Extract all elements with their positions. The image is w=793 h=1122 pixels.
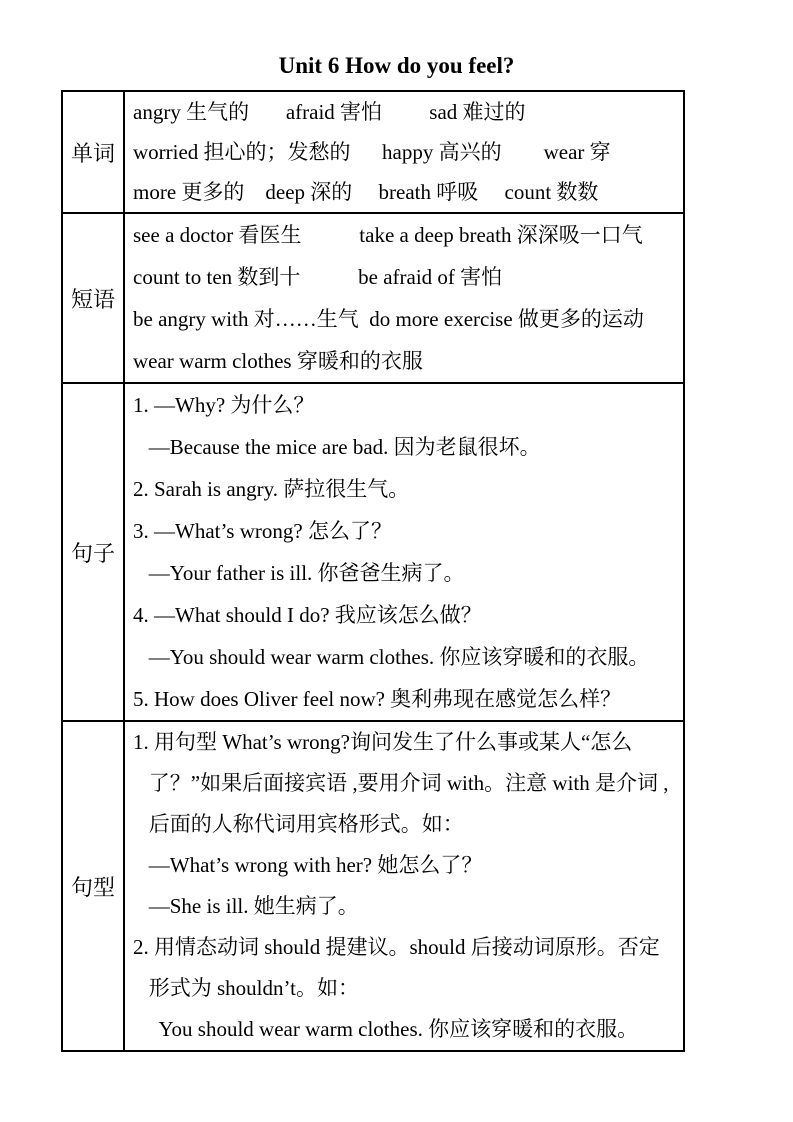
words-cell [124,91,684,213]
patterns-cell [124,721,684,1051]
text-line: —She is ill. 她生病了。 [133,894,359,918]
row-label-patterns: 句型 [62,721,124,1051]
text-line: 3. —What’s wrong? 怎么了？ [133,519,392,543]
text-line: see a doctor 看医生 take a deep breath 深深吸一口气 [133,223,643,247]
text-line: You should wear warm clothes. 你应该穿暖和的衣服。 [133,1017,639,1041]
text-line: angry 生气的 afraid 害怕 sad 难过的 [133,100,526,124]
text-line: —You should wear warm clothes. 你应该穿暖和的衣服。 [133,645,650,669]
text-line: be angry with 对……生气 do more exercise 做更多的运动 [133,307,644,331]
row-label-sentences: 句子 [62,383,124,721]
sentences-cell [124,383,684,721]
text-line: 了？”如果后面接宾语 ,要用介词 with。注意 with 是介词 , [133,771,669,795]
study-table [61,90,685,1052]
text-line: —Because the mice are bad. 因为老鼠很坏。 [133,435,541,459]
text-line: 2. 用情态动词 should 提建议。should 后接动词原形。否定 [133,935,660,959]
table-row-sentences [62,383,684,721]
table-row-patterns [62,721,684,1051]
text-line: 1. —Why? 为什么？ [133,393,315,417]
text-line: wear warm clothes 穿暖和的衣服 [133,349,423,373]
row-label-words: 单词 [62,91,124,213]
phrases-cell [124,213,684,383]
text-line: —Your father is ill. 你爸爸生病了。 [133,561,465,585]
page-title: Unit 6 How do you feel? [278,53,515,78]
text-line: count to ten 数到十 be afraid of 害怕 [133,265,503,289]
table-row-phrases [62,213,684,383]
text-line: more 更多的 deep 深的 breath 呼吸 count 数数 [133,180,599,204]
text-line: 后面的人称代词用宾格形式。如： [133,812,464,836]
text-line: 形式为 shouldn’t。如： [133,976,359,1000]
text-line: worried 担心的；发愁的 happy 高兴的 wear 穿 [133,140,611,164]
row-label-phrases: 短语 [62,213,124,383]
text-line: 2. Sarah is angry. 萨拉很生气。 [133,477,410,501]
text-line: 4. —What should I do? 我应该怎么做？ [133,603,482,627]
text-line: 5. How does Oliver feel now? 奥利弗现在感觉怎么样？ [133,687,622,711]
text-line: —What’s wrong with her? 她怎么了？ [133,853,483,877]
table-row-words [62,91,684,213]
text-line: 1. 用句型 What’s wrong?询问发生了什么事或某人“怎么 [133,730,633,754]
